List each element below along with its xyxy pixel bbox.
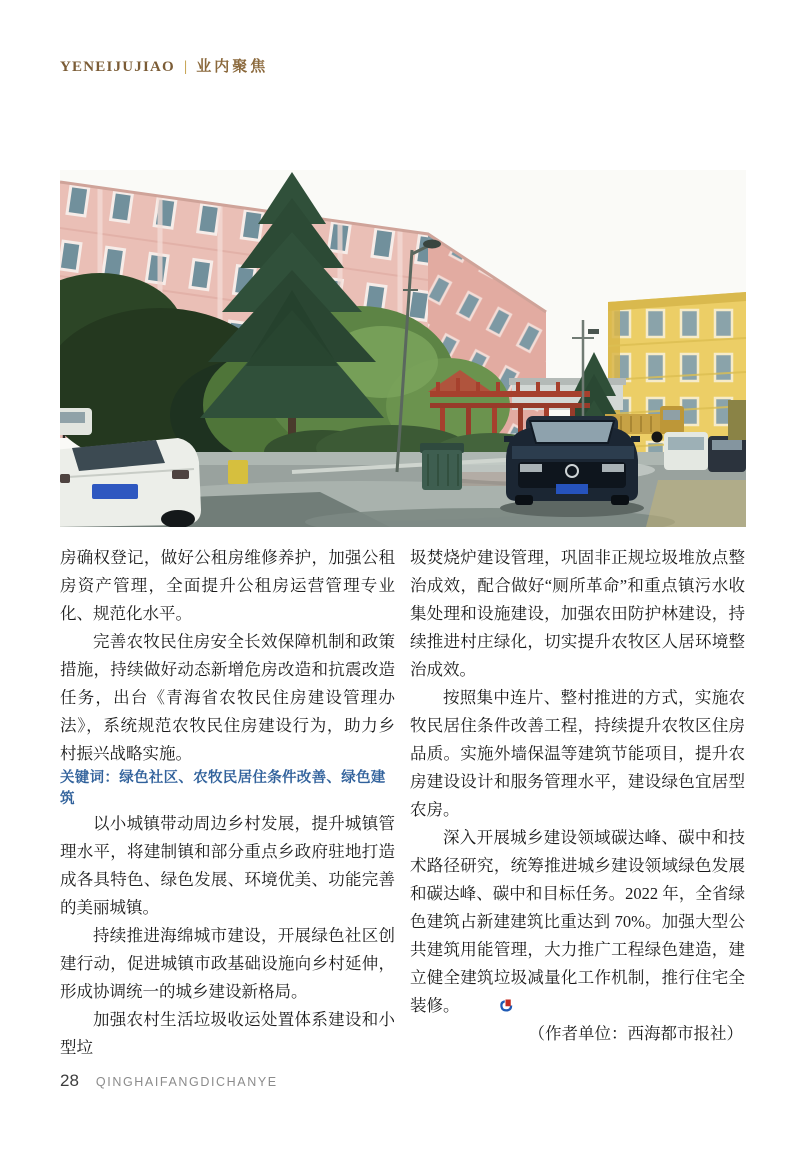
keywords-line: 关键词：绿色社区、农牧民居住条件改善、绿色建筑 xyxy=(60,770,386,807)
page-footer xyxy=(60,1071,278,1091)
author-attribution: （作者单位：西海都市报社） xyxy=(528,1024,743,1043)
end-of-article-icon xyxy=(465,994,480,1009)
white-van xyxy=(664,432,708,470)
journal-code: YENEIJUJIAO xyxy=(60,59,175,75)
body-paragraph: 持续推进海绵城市建设，开展绿色社区创建行动，促进城镇市政基础设施向乡村延伸，形成协调统一的城乡建设新格局。 xyxy=(60,926,395,1001)
page-header xyxy=(60,55,746,75)
body-paragraph-text: 深入开展城乡建设领域碳达峰、碳中和技术路径研究，统筹推进城乡建设领域绿色发展和碳达峰、碳中和目标任务。2022 年，全省绿色建筑占新建建筑比重达到 70%。加强大型公共建筑用能管理，大力推广工程绿色建造，建立健全建筑垃圾减量化工作机制，推行住宅全装修。 xyxy=(410,828,745,1015)
article-photo xyxy=(60,170,746,527)
journal-name: QINGHAIFANGDICHANYE xyxy=(95,1075,278,1089)
body-paragraph: 圾焚烧炉建设管理，巩固非正规垃圾堆放点整治成效，配合做好“厕所革命”和重点镇污水收集处理和设施建设，加强农田防护林建设，持续推进村庄绿化，切实提升农牧区人居环境整治成效。 xyxy=(410,548,745,679)
body-paragraph xyxy=(410,824,745,1020)
body-paragraph: 完善农牧民住房安全长效保障机制和政策措施，持续做好动态新增危房改造和抗震改造任务，出台《青海省农牧民住房建设管理办法》，系统规范农牧民住房建设行为，助力乡村振兴战略实施。 xyxy=(60,632,395,763)
left-column xyxy=(60,544,395,1062)
body-paragraph: 按照集中连片、整村推进的方式，实施农牧民居住条件改善工程，持续提升农牧区住房品质。实施外墙保温等建筑节能项目，提升农房建设设计和服务管理水平，建设绿色宜居型农房。 xyxy=(410,688,745,819)
yellow-bin xyxy=(228,460,248,484)
body-paragraph: 加强农村生活垃圾收运处置体系建设和小型垃 xyxy=(60,1010,395,1057)
page-number: 28 xyxy=(60,1071,79,1090)
dumpster xyxy=(420,443,464,490)
magazine-page xyxy=(0,55,806,1062)
right-column xyxy=(410,544,745,1062)
residential-area-photo xyxy=(60,170,746,527)
article-body xyxy=(60,544,746,1062)
body-paragraph: 以小城镇带动周边乡村发展，提升城镇管理水平，将建制镇和部分重点乡政府驻地打造成各具特色、绿色发展、环境优美、功能完善的美丽城镇。 xyxy=(60,814,395,917)
body-paragraph: 房确权登记，做好公租房维修养护，加强公租房资产管理，全面提升公租房运营管理专业化、规范化水平。 xyxy=(60,548,395,623)
header-divider: | xyxy=(183,59,188,75)
section-title: 业内聚焦 xyxy=(196,59,269,75)
sedan-car xyxy=(500,416,644,517)
